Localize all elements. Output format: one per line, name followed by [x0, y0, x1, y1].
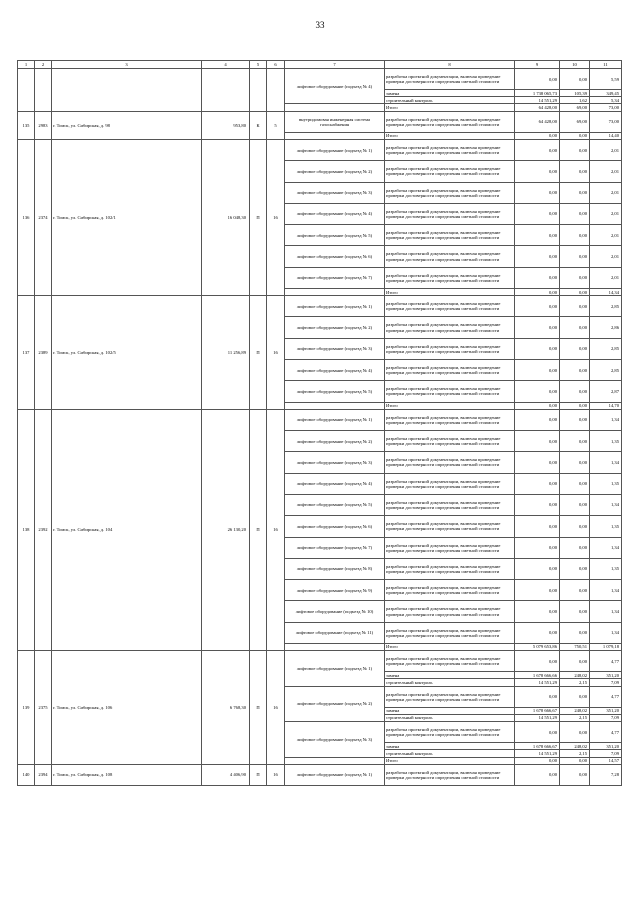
house-term: 5	[267, 111, 285, 139]
limit-value: 4,77	[590, 651, 622, 672]
cost-value: 1 678 666,67	[515, 707, 560, 714]
unit-cost-value: 248,02	[560, 672, 590, 679]
unit-cost-value: 2,15	[560, 679, 590, 686]
house-code	[35, 69, 52, 112]
house-code: 2983	[35, 111, 52, 139]
cost-value: 0,00	[515, 381, 560, 402]
row-number: 137	[18, 296, 35, 410]
limit-value: 2,85	[590, 338, 622, 359]
system-name: лифтовое оборудование (подъезд № 7)	[285, 537, 385, 558]
cost-value: 0,00	[515, 409, 560, 430]
unit-cost-value: 0,00	[560, 161, 590, 182]
work-type: замена	[385, 90, 515, 97]
work-type: разработка проектной документации, включая проведение проверки достоверности определения сметной стоимости	[385, 686, 515, 707]
limit-value: 2,01	[590, 246, 622, 267]
row-number: 139	[18, 651, 35, 765]
unit-cost-value: 0,00	[560, 139, 590, 160]
limit-value: 1,34	[590, 537, 622, 558]
column-number-11: 11	[590, 61, 622, 69]
cost-value: 0,00	[515, 558, 560, 579]
work-type: разработка проектной документации, включая проведение проверки достоверности определения сметной стоимости	[385, 651, 515, 672]
total-system-cell	[285, 402, 385, 409]
house-category: П	[250, 651, 267, 765]
total-unit-cost: 0,00	[560, 402, 590, 409]
work-type: разработка проектной документации, включая проведение проверки достоверности определения сметной стоимости	[385, 622, 515, 643]
cost-value: 0,00	[515, 296, 560, 317]
unit-cost-value: 0,00	[560, 317, 590, 338]
row-number: 136	[18, 139, 35, 295]
house-address: г. Томск, ул. Сибирская, д. 102/5	[52, 296, 202, 410]
total-label: Итого	[385, 132, 515, 139]
house-term	[267, 69, 285, 112]
total-unit-cost: 0,00	[560, 132, 590, 139]
total-limit: 1 079,18	[590, 643, 622, 650]
total-limit: 73,00	[590, 104, 622, 111]
unit-cost-value: 0,00	[560, 203, 590, 224]
cost-value: 0,00	[515, 537, 560, 558]
limit-value: 5,59	[590, 69, 622, 90]
unit-cost-value: 69,00	[560, 111, 590, 132]
cost-value: 0,00	[515, 203, 560, 224]
cost-value: 0,00	[515, 686, 560, 707]
work-type: разработка проектной документации, включая проведение проверки достоверности определения сметной стоимости	[385, 225, 515, 246]
house-category	[250, 69, 267, 112]
column-number-row	[18, 61, 622, 69]
limit-value: 1,35	[590, 516, 622, 537]
limit-value: 351,20	[590, 672, 622, 679]
house-address: г. Томск, ул. Сибирская, д. 102/1	[52, 139, 202, 295]
cost-value: 0,00	[515, 225, 560, 246]
house-code: 2389	[35, 296, 52, 410]
work-type: разработка проектной документации, включая проведение проверки достоверности определения сметной стоимости	[385, 409, 515, 430]
total-system-cell	[285, 757, 385, 764]
work-type: разработка проектной документации, включая проведение проверки достоверности определения сметной стоимости	[385, 494, 515, 515]
limit-value: 1,35	[590, 473, 622, 494]
total-label: Итого	[385, 643, 515, 650]
limit-value: 2,87	[590, 381, 622, 402]
work-type: разработка проектной документации, включая проведение проверки достоверности определения сметной стоимости	[385, 537, 515, 558]
limit-value: 7,28	[590, 764, 622, 785]
unit-cost-value: 0,00	[560, 338, 590, 359]
work-type: разработка проектной документации, включая проведение проверки достоверности определения сметной стоимости	[385, 203, 515, 224]
house-category: П	[250, 296, 267, 410]
cost-value: 0,00	[515, 182, 560, 203]
system-name: внутридомовая инженерная система газоснабжения	[285, 111, 385, 132]
cost-value: 0,00	[515, 267, 560, 288]
cost-value: 0,00	[515, 338, 560, 359]
work-type: строительный контроль	[385, 679, 515, 686]
limit-value: 2,01	[590, 161, 622, 182]
house-area: 16 048,30	[202, 139, 250, 295]
total-label: Итого	[385, 402, 515, 409]
total-cost: 0,00	[515, 132, 560, 139]
limit-value: 1,34	[590, 580, 622, 601]
column-number-9: 9	[515, 61, 560, 69]
limit-value: 2,01	[590, 203, 622, 224]
row-number: 140	[18, 764, 35, 785]
total-system-cell	[285, 104, 385, 111]
work-type: разработка проектной документации, включая проведение проверки достоверности определения сметной стоимости	[385, 516, 515, 537]
table-row	[18, 764, 622, 785]
house-address	[52, 69, 202, 112]
work-type: разработка проектной документации, включая проведение проверки достоверности определения сметной стоимости	[385, 246, 515, 267]
system-name: лифтовое оборудование (подъезд № 6)	[285, 516, 385, 537]
column-number-7: 7	[285, 61, 385, 69]
system-name: лифтовое оборудование (подъезд № 6)	[285, 246, 385, 267]
cost-value: 14 551,29	[515, 679, 560, 686]
limit-value: 1,34	[590, 601, 622, 622]
work-type: строительный контроль	[385, 97, 515, 104]
work-type: разработка проектной документации, включая проведение проверки достоверности определения сметной стоимости	[385, 360, 515, 381]
system-name: лифтовое оборудование (подъезд № 11)	[285, 622, 385, 643]
limit-value: 1,34	[590, 494, 622, 515]
total-unit-cost: 69,00	[560, 104, 590, 111]
system-name: лифтовое оборудование (подъезд № 9)	[285, 580, 385, 601]
unit-cost-value: 0,00	[560, 601, 590, 622]
cost-value: 1 678 666,67	[515, 743, 560, 750]
row-number: 135	[18, 111, 35, 139]
limit-value: 2,86	[590, 317, 622, 338]
cost-value: 0,00	[515, 69, 560, 90]
unit-cost-value: 0,00	[560, 622, 590, 643]
house-term: 16	[267, 296, 285, 410]
cost-value: 1 678 666,66	[515, 672, 560, 679]
work-type: разработка проектной документации, включая проведение проверки достоверности определения сметной стоимости	[385, 601, 515, 622]
limit-value: 1,34	[590, 452, 622, 473]
work-type: разработка проектной документации, включая проведение проверки достоверности определения сметной стоимости	[385, 381, 515, 402]
house-area: 6 768,30	[202, 651, 250, 765]
column-number-10: 10	[560, 61, 590, 69]
system-name: лифтовое оборудование (подъезд № 2)	[285, 317, 385, 338]
cost-value: 0,00	[515, 580, 560, 601]
system-name: лифтовое оборудование (подъезд № 1)	[285, 651, 385, 686]
limit-value: 1,34	[590, 622, 622, 643]
total-unit-cost: 0,00	[560, 289, 590, 296]
unit-cost-value: 0,00	[560, 651, 590, 672]
cost-value: 0,00	[515, 431, 560, 452]
limit-value: 351,20	[590, 743, 622, 750]
total-limit: 14,40	[590, 132, 622, 139]
work-type: разработка проектной документации, включая проведение проверки достоверности определения сметной стоимости	[385, 764, 515, 785]
work-type: замена	[385, 707, 515, 714]
unit-cost-value: 0,00	[560, 267, 590, 288]
work-type: разработка проектной документации, включая проведение проверки достоверности определения сметной стоимости	[385, 431, 515, 452]
work-type: разработка проектной документации, включая проведение проверки достоверности определения сметной стоимости	[385, 558, 515, 579]
total-label: Итого	[385, 104, 515, 111]
limit-value: 2,01	[590, 139, 622, 160]
system-name: лифтовое оборудование (подъезд № 10)	[285, 601, 385, 622]
unit-cost-value: 0,00	[560, 580, 590, 601]
total-limit: 14,34	[590, 289, 622, 296]
unit-cost-value: 248,02	[560, 707, 590, 714]
house-code: 2375	[35, 651, 52, 765]
cost-value: 0,00	[515, 452, 560, 473]
house-area: 4 406,90	[202, 764, 250, 785]
limit-value: 2,85	[590, 360, 622, 381]
unit-cost-value: 0,00	[560, 246, 590, 267]
work-type: замена	[385, 672, 515, 679]
table-row	[18, 139, 622, 160]
unit-cost-value: 105,39	[560, 90, 590, 97]
cost-value: 64 428,00	[515, 111, 560, 132]
work-type: разработка проектной документации, включая проведение проверки достоверности определения сметной стоимости	[385, 452, 515, 473]
house-address: г. Томск, ул. Сибирская, д. 98	[52, 111, 202, 139]
limit-value: 1,34	[590, 409, 622, 430]
system-name: лифтовое оборудование (подъезд № 8)	[285, 558, 385, 579]
unit-cost-value: 0,00	[560, 558, 590, 579]
unit-cost-value: 0,00	[560, 452, 590, 473]
work-type: разработка проектной документации, включая проведение проверки достоверности определения сметной стоимости	[385, 161, 515, 182]
column-number-1: 1	[18, 61, 35, 69]
cost-value: 0,00	[515, 494, 560, 515]
limit-value: 1,35	[590, 558, 622, 579]
work-type: разработка проектной документации, включая проведение проверки достоверности определения сметной стоимости	[385, 580, 515, 601]
house-term: 16	[267, 651, 285, 765]
total-system-cell	[285, 289, 385, 296]
unit-cost-value: 0,00	[560, 494, 590, 515]
system-name: лифтовое оборудование (подъезд № 1)	[285, 296, 385, 317]
work-type: разработка проектной документации, включая проведение проверки достоверности определения сметной стоимости	[385, 139, 515, 160]
total-label: Итого	[385, 757, 515, 764]
limit-value: 2,01	[590, 267, 622, 288]
cost-value: 0,00	[515, 139, 560, 160]
column-number-8: 8	[385, 61, 515, 69]
cost-value: 14 551,29	[515, 714, 560, 721]
unit-cost-value: 0,00	[560, 409, 590, 430]
table-row	[18, 409, 622, 430]
limit-value: 7,09	[590, 679, 622, 686]
cost-value: 0,00	[515, 764, 560, 785]
work-type: разработка проектной документации, включая проведение проверки достоверности определения сметной стоимости	[385, 722, 515, 743]
total-unit-cost: 0,00	[560, 757, 590, 764]
system-name: лифтовое оборудование (подъезд № 5)	[285, 381, 385, 402]
house-code: 2374	[35, 139, 52, 295]
cost-value: 0,00	[515, 317, 560, 338]
limit-value: 2,01	[590, 182, 622, 203]
limit-value: 4,77	[590, 686, 622, 707]
system-name: лифтовое оборудование (подъезд № 3)	[285, 338, 385, 359]
unit-cost-value: 0,00	[560, 537, 590, 558]
unit-cost-value: 0,00	[560, 381, 590, 402]
cost-value: 0,00	[515, 516, 560, 537]
unit-cost-value: 0,00	[560, 225, 590, 246]
unit-cost-value: 0,00	[560, 722, 590, 743]
work-type: разработка проектной документации, включая проведение проверки достоверности определения сметной стоимости	[385, 296, 515, 317]
house-code: 2392	[35, 409, 52, 650]
table-row	[18, 296, 622, 317]
work-type: замена	[385, 743, 515, 750]
house-category: П	[250, 764, 267, 785]
work-type: разработка проектной документации, включая проведение проверки достоверности определения сметной стоимости	[385, 317, 515, 338]
unit-cost-value: 0,00	[560, 296, 590, 317]
work-type: разработка проектной документации, включая проведение проверки достоверности определения сметной стоимости	[385, 267, 515, 288]
limit-value: 7,09	[590, 750, 622, 757]
unit-cost-value: 0,00	[560, 69, 590, 90]
limit-value: 5,34	[590, 97, 622, 104]
capital-repair-table	[17, 60, 622, 786]
total-cost: 0,00	[515, 289, 560, 296]
row-number: 138	[18, 409, 35, 650]
system-name: лифтовое оборудование (подъезд № 1)	[285, 139, 385, 160]
unit-cost-value: 2,15	[560, 714, 590, 721]
cost-value: 0,00	[515, 360, 560, 381]
system-name: лифтовое оборудование (подъезд № 4)	[285, 473, 385, 494]
table-row	[18, 651, 622, 672]
system-name: лифтовое оборудование (подъезд № 1)	[285, 409, 385, 430]
work-type: разработка проектной документации, включая проведение проверки достоверности определения сметной стоимости	[385, 111, 515, 132]
limit-value: 2,85	[590, 296, 622, 317]
column-number-2: 2	[35, 61, 52, 69]
cost-value: 0,00	[515, 722, 560, 743]
limit-value: 1,35	[590, 431, 622, 452]
unit-cost-value: 0,00	[560, 182, 590, 203]
total-label: Итого	[385, 289, 515, 296]
house-code: 2394	[35, 764, 52, 785]
limit-value: 7,09	[590, 714, 622, 721]
system-name: лифтовое оборудование (подъезд № 4)	[285, 203, 385, 224]
system-name: лифтовое оборудование (подъезд № 5)	[285, 225, 385, 246]
house-area: 26 130,20	[202, 409, 250, 650]
work-type: строительный контроль	[385, 750, 515, 757]
total-cost: 64 428,00	[515, 104, 560, 111]
system-name: лифтовое оборудование (подъезд № 3)	[285, 722, 385, 757]
cost-value: 0,00	[515, 473, 560, 494]
unit-cost-value: 2,15	[560, 750, 590, 757]
page-number: 33	[315, 20, 325, 30]
unit-cost-value: 0,00	[560, 473, 590, 494]
house-term: 16	[267, 139, 285, 295]
house-category: П	[250, 139, 267, 295]
system-name: лифтовое оборудование (подъезд № 2)	[285, 161, 385, 182]
cost-value: 1 738 065,73	[515, 90, 560, 97]
house-term: 16	[267, 409, 285, 650]
total-cost: 5 079 653,86	[515, 643, 560, 650]
system-name: лифтовое оборудование (подъезд № 4)	[285, 360, 385, 381]
house-area: 11 256,89	[202, 296, 250, 410]
cost-value: 14 551,29	[515, 750, 560, 757]
cost-value: 0,00	[515, 246, 560, 267]
total-system-cell	[285, 643, 385, 650]
limit-value: 351,20	[590, 707, 622, 714]
house-address: г. Томск, ул. Сибирская, д. 106	[52, 651, 202, 765]
limit-value: 349,45	[590, 90, 622, 97]
column-number-6: 6	[267, 61, 285, 69]
unit-cost-value: 0,00	[560, 686, 590, 707]
work-type: разработка проектной документации, включая проведение проверки достоверности определения сметной стоимости	[385, 182, 515, 203]
total-cost: 0,00	[515, 402, 560, 409]
unit-cost-value: 248,02	[560, 743, 590, 750]
total-system-cell	[285, 132, 385, 139]
column-number-5: 5	[250, 61, 267, 69]
limit-value: 4,77	[590, 722, 622, 743]
house-category: К	[250, 111, 267, 139]
unit-cost-value: 0,00	[560, 431, 590, 452]
cost-value: 14 551,29	[515, 97, 560, 104]
cost-value: 0,00	[515, 601, 560, 622]
house-category: П	[250, 409, 267, 650]
system-name: лифтовое оборудование (подъезд № 5)	[285, 494, 385, 515]
cost-value: 0,00	[515, 651, 560, 672]
work-type: строительный контроль	[385, 714, 515, 721]
column-number-4: 4	[202, 61, 250, 69]
limit-value: 73,00	[590, 111, 622, 132]
total-unit-cost: 750,51	[560, 643, 590, 650]
work-type: разработка проектной документации, включая проведение проверки достоверности определения сметной стоимости	[385, 338, 515, 359]
work-type: разработка проектной документации, включая проведение проверки достоверности определения сметной стоимости	[385, 473, 515, 494]
table-row	[18, 111, 622, 132]
limit-value: 2,01	[590, 225, 622, 246]
house-area	[202, 69, 250, 112]
column-number-3: 3	[52, 61, 202, 69]
row-number	[18, 69, 35, 112]
system-name: лифтовое оборудование (подъезд № 2)	[285, 431, 385, 452]
house-address: г. Томск, ул. Сибирская, д. 108	[52, 764, 202, 785]
total-cost: 0,00	[515, 757, 560, 764]
total-limit: 14,70	[590, 402, 622, 409]
system-name: лифтовое оборудование (подъезд № 1)	[285, 764, 385, 785]
system-name: лифтовое оборудование (подъезд № 3)	[285, 182, 385, 203]
table-row	[18, 69, 622, 90]
work-type: разработка проектной документации, включая проведение проверки достоверности определения сметной стоимости	[385, 69, 515, 90]
house-term: 16	[267, 764, 285, 785]
unit-cost-value: 0,00	[560, 764, 590, 785]
cost-value: 0,00	[515, 161, 560, 182]
system-name: лифтовое оборудование (подъезд № 4)	[285, 69, 385, 104]
cost-value: 0,00	[515, 622, 560, 643]
unit-cost-value: 1,62	[560, 97, 590, 104]
unit-cost-value: 0,00	[560, 516, 590, 537]
unit-cost-value: 0,00	[560, 360, 590, 381]
system-name: лифтовое оборудование (подъезд № 7)	[285, 267, 385, 288]
system-name: лифтовое оборудование (подъезд № 3)	[285, 452, 385, 473]
system-name: лифтовое оборудование (подъезд № 2)	[285, 686, 385, 721]
house-address: г. Томск, ул. Сибирская, д. 104	[52, 409, 202, 650]
total-limit: 14,57	[590, 757, 622, 764]
house-area: 953,80	[202, 111, 250, 139]
